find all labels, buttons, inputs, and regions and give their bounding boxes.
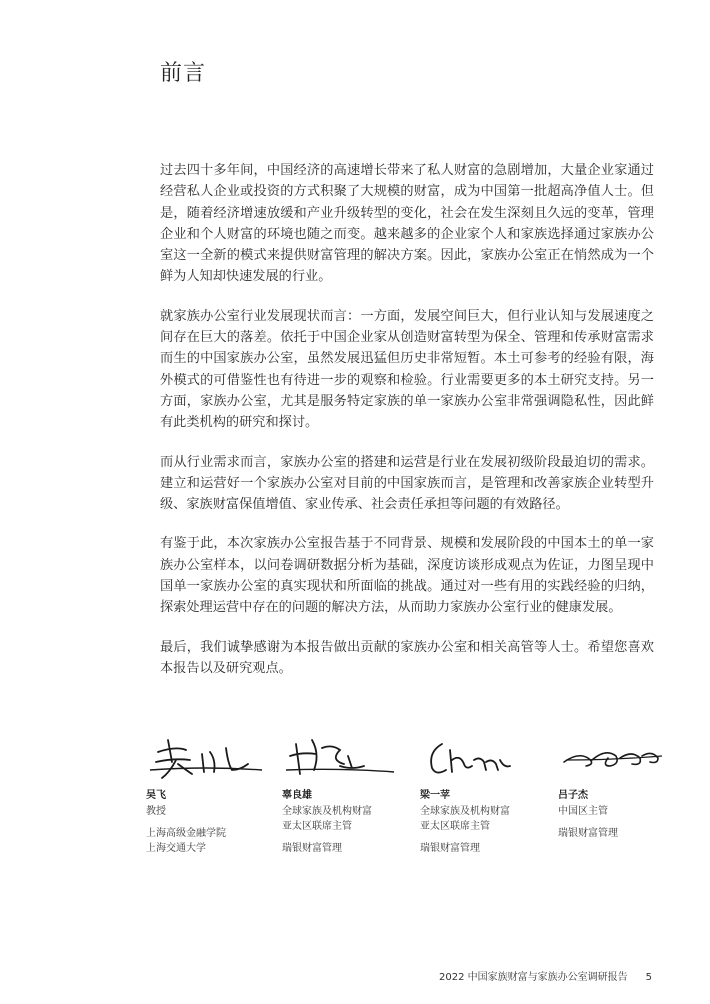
page-footer [439,968,652,983]
paragraph: 有鉴于此，本次家族办公室报告基于不同背景、规模和发展阶段的中国本土的单一家族办公室样本，以问卷调研数据分析为基础，深度访谈形成观点为佐证，力图呈现中国单一家族办公室的真实现状和所面临的挑战。通过对一些有用的实践经验的归纳，探索处理运营中存在的问题的解决方法，从而助力家族办公室行业的健康发展。 [160,536,654,616]
signature-image [282,730,402,786]
signatory-name: 吴飞 [146,790,166,801]
signatory-org: 上海高级金融学院 [146,828,226,839]
signatory-org: 瑞银财富管理 [282,843,342,854]
foreword-body [160,160,654,697]
signatory-wu-fei [146,730,286,856]
signature-image [558,730,678,786]
signature-image [420,730,540,786]
signatory-org: 上海交通大学 [146,843,206,854]
paragraph: 而从行业需求而言，家族办公室的搭建和运营是行业在发展初级阶段最迫切的需求。建立和运营好一个家族办公室对目前的中国家族而言，是管理和改善家族企业转型升级、家族财富保值增值、家业传承、社会责任承担等问题的有效路径。 [160,454,654,513]
signature-image [146,730,266,786]
signature-block [146,730,686,870]
signatory-lv-zijie [558,730,698,841]
signatory-name: 辜良雄 [282,790,312,801]
signatory-title: 亚太区联席主管 [282,821,352,832]
signatory-title: 教授 [146,806,166,817]
signatory-liang-yiping [420,730,560,856]
signatory-gu-liangxiong [282,730,422,856]
page-title: 前言 [160,61,207,86]
signatory-name: 梁一苹 [420,790,450,801]
paragraph: 过去四十多年间，中国经济的高速增长带来了私人财富的急剧增加，大量企业家通过经营私人企业或投资的方式积聚了大规模的财富，成为中国第一批超高净值人士。但是，随着经济增速放缓和产业升级转型的变化，社会在发生深刻且久远的变革，管理企业和个人财富的环境也随之而变。越来越多的企业家个人和家族选择通过家族办公室这一全新的模式来提供财富管理的解决方案。因此，家族办公室正在悄然成为一个鲜为人知却快速发展的行业。 [160,163,654,285]
signatory-name: 吕子杰 [558,790,588,801]
paragraph: 就家族办公室行业发展现状而言：一方面，发展空间巨大，但行业认知与发展速度之间存在巨大的落差。依托于中国企业家从创造财富转型为保全、管理和传承财富需求而生的中国家族办公室，虽然发展迅猛但历史非常短暂。本土可参考的经验有限，海外模式的可借鉴性也有待进一步的观察和检验。行业需要更多的本土研究支持。另一方面，家族办公室，尤其是服务特定家族的单一家族办公室非常强调隐私性，因此鲜有此类机构的研究和探讨。 [160,308,654,431]
page-number: 5 [645,972,652,983]
paragraph: 最后，我们诚挚感谢为本报告做出贡献的家族办公室和相关高管等人士。希望您喜欢本报告以及研究观点。 [160,639,654,676]
signatory-title: 亚太区联席主管 [420,821,490,832]
signatory-title: 中国区主管 [558,806,608,817]
signatory-title: 全球家族及机构财富 [420,806,510,817]
signatory-title: 全球家族及机构财富 [282,806,372,817]
footer-report-title: 2022 中国家族财富与家族办公室调研报告 [438,972,628,983]
signatory-org: 瑞银财富管理 [420,843,480,854]
signatory-org: 瑞银财富管理 [558,828,618,839]
